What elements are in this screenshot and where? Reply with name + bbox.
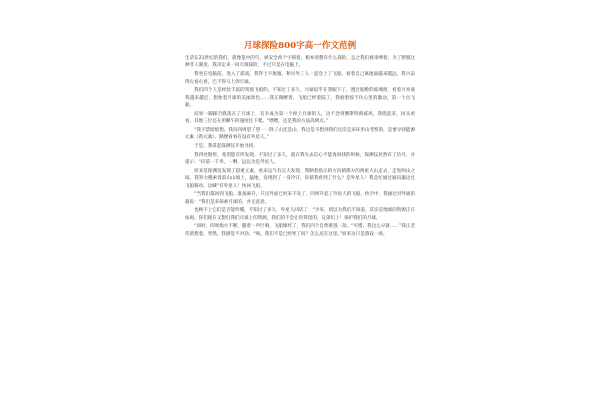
paragraph: “当我们都回到飞船，准备离开，只见外面已经来不及了，四周升起了外星人的飞船，快空中，我通过对外通讯器说：“我们是来探索月球的，并无恶意。 <box>185 192 415 205</box>
paragraph: “同时，四周炮火不断，随着一声巨响，飞船爆炸了，我们四个自然难逃一劫。“可惜，我这么早就……”我正悲伤情想着，突然，我感觉不对劲，“咦，我们不是已经死了吗？怎么还在这里。”原来这只是游戏一场。 <box>185 224 415 237</box>
document-page <box>185 36 415 396</box>
paragraph: 我坐在电脑前，进入了游戏。我穿上宇航服，和另外三人一起登上了飞船。看着自己离地面越来越远，我兴奋得左看右看，巴不得马上到月球。 <box>185 72 415 85</box>
paragraph: 结果一脚踩空跌落在了月球上，有幸成为第一个掉上月球的人，这不念到侧斯特朗威风，我爬起来，回头看看，其他三位还在用瞬午的速度往下爬。“嘿嘿，还是我的方法高明点。” <box>185 111 415 125</box>
paragraph: 我四处勘察，希望能有所发现。不知过了多久，就在我失去信心不能再再找的时候，探测仪居然有了信号，并提示：“向前一千米，一颗，远以为是外星人。 <box>185 152 415 166</box>
document-title: 月球探险800字高一作文范例 <box>243 41 357 51</box>
document-body <box>185 55 415 238</box>
paragraph: 生活在21世纪的我们，就像笼中的鸟，被安全两个字锁着，根本别想有什么探险。总之我们被束缚着。为了摆脱这种非人制度，我决定来一回月球探险，不过只是在电脑上。 <box>185 56 415 69</box>
paragraph: “我不禁暗暗想。我向四周望了望一一除了山还是山，我这是不想到我们这次是来环形山考察的，是要寻找能源元素（新元素），顺便看看有没有外星人。” <box>185 127 415 141</box>
paragraph: 我们四个人是经验丰富的驾驶飞船的。不知过了多久，月球似乎在我眼下了，透过船舱的玻璃窗，看着月亮离我越来越近，想象着月球的美丽景色……我正陶醉着，飞船已经着陆了。我抱着按不住心里的激动，第一个出飞船。 <box>185 88 415 109</box>
paragraph: 于是，我拿起探测仪开始寻找。 <box>194 143 258 149</box>
paragraph: 也顾不上它们是否能听懂，不知过了多久，外星人回话了：“少来，别以为我们不知道，其实是地球的资源正在枯竭，你们现在又想打我们月球上的资源，我们的不会让你得逞的，兄弟们上！保护我们的月球。 <box>185 208 415 221</box>
paragraph: 原来是探测仪发现了超重元素，看来运气有点大发现。我顺着指示的方向朝那方的两座大山走去，走进两山之间。我努力搜索着前山山坡上，猛地，发现到了一身冷汗，你猜我看到了什么？是外星人！我急忙通过通讯器边往飞船移动，边喊“有外星人！快回飞船。 <box>185 168 415 189</box>
